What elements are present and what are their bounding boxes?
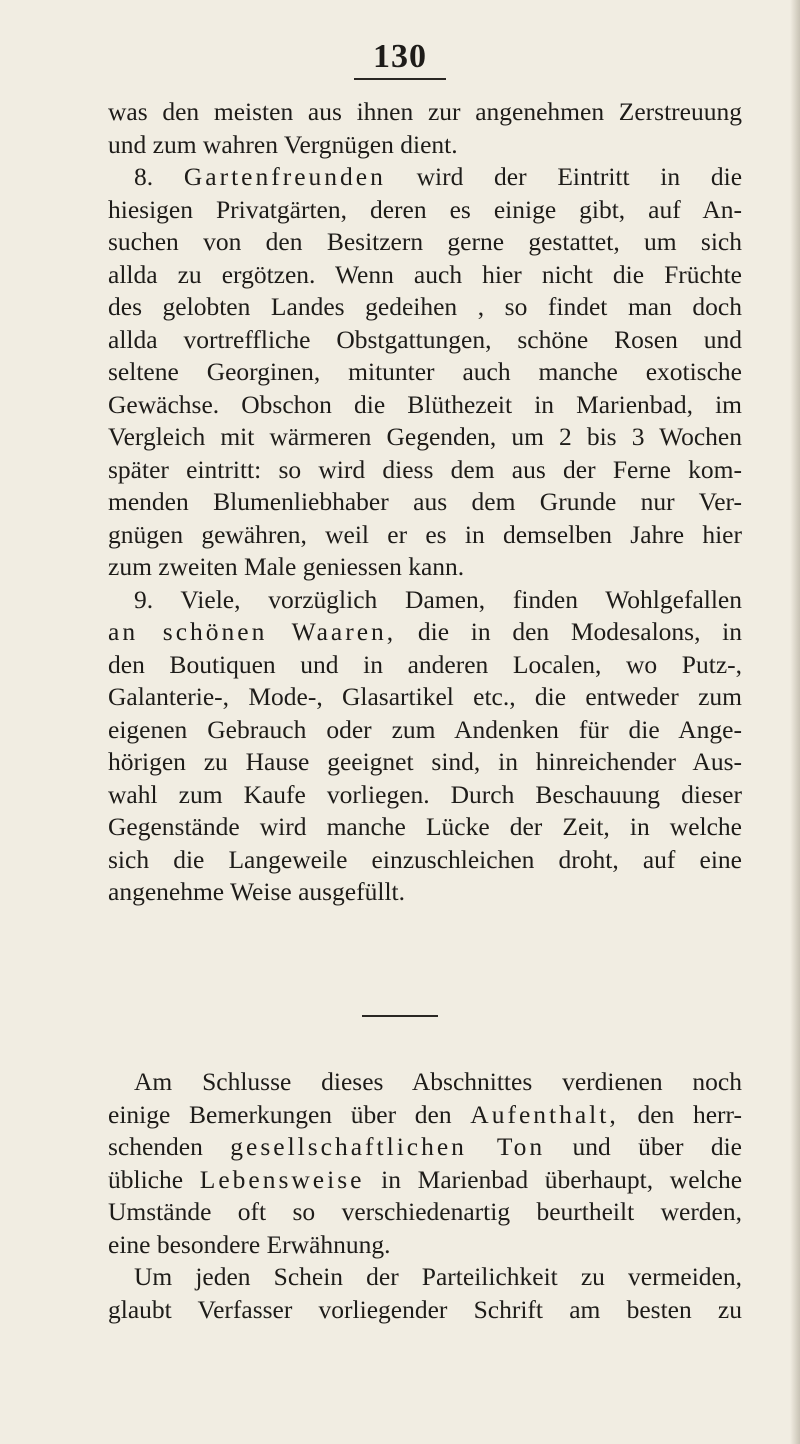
emphasized-term: Lebensweise	[199, 1164, 365, 1194]
text-block-top	[108, 96, 742, 909]
text-line	[108, 1099, 742, 1132]
text-run: und über die	[572, 1132, 742, 1161]
text-line: Umstände oft so verschiedenartig beurtheilt werden,	[108, 1197, 742, 1226]
text-line	[108, 161, 742, 194]
text-run: wird der Eintritt in die	[416, 162, 743, 191]
text-line: den Boutiquen und in anderen Localen, wo Putz-,	[108, 649, 742, 679]
text-line: glaubt Verfasser vorliegender Schrift am besten zu	[108, 1294, 742, 1324]
text-line: später eintritt: so wird diess dem aus der Ferne kom-	[108, 454, 742, 484]
text-line: gnügen gewähren, weil er es in demselben Jahre hier	[108, 519, 742, 549]
text-run: den herr-	[637, 1099, 742, 1129]
page-number: 130	[373, 38, 427, 75]
emphasized-term: an schönen Waaren,	[108, 617, 397, 646]
page-edge-shadow	[790, 0, 800, 1444]
emphasized-term: Aufenthalt,	[470, 1099, 619, 1129]
section-divider	[362, 1015, 438, 1017]
text-line: wahl zum Kaufe vorliegen. Durch Beschauung dieser	[108, 779, 742, 809]
text-line: Galanterie-, Mode-, Glasartikel etc., die entweder zum	[108, 682, 742, 711]
text-run: schenden	[108, 1132, 203, 1161]
page-number-underline	[354, 78, 446, 80]
text-line: Um jeden Schein der Parteilichkeit zu vermeiden,	[134, 1262, 742, 1291]
text-line: was den meisten aus ihnen zur angenehmen Zerstreuung	[108, 97, 742, 126]
text-line: hörigen zu Hause geeignet sind, in hinreichender Aus-	[108, 747, 742, 776]
text-line: eine besondere Erwähnung.	[108, 1229, 391, 1259]
text-line: des gelobten Landes gedeihen , so findet man doch	[108, 292, 742, 321]
text-line: suchen von den Besitzern gerne gestattet, um sich	[108, 227, 742, 256]
text-block-bottom	[108, 1066, 742, 1326]
text-line: allda vortreffliche Obstgattungen, schöne Rosen und	[108, 324, 742, 354]
text-line: Vergleich mit wärmeren Gegenden, um 2 bis 3 Wochen	[108, 422, 742, 451]
emphasized-term: gesellschaftlichen Ton	[230, 1132, 546, 1161]
text-line: Gegenstände wird manche Lücke der Zeit, in welche	[108, 812, 742, 841]
text-line	[108, 1131, 742, 1164]
emphasized-term: Gartenfreunden	[183, 162, 386, 191]
item-number: 8.	[134, 162, 154, 191]
text-run: in Marienbad überhaupt, welche	[381, 1164, 743, 1194]
text-line: 9. Viele, vorzüglich Damen, finden Wohlgefallen	[134, 584, 742, 614]
text-run: einige Bemerkungen über den	[108, 1099, 452, 1129]
text-line: zum zweiten Male geniessen kann.	[108, 552, 465, 581]
text-line: Gewächse. Obschon die Blüthezeit in Marienbad, im	[108, 389, 742, 419]
text-run: die in den Modesalons, in	[417, 617, 743, 646]
text-line: Am Schlusse dieses Abschnittes verdienen noch	[134, 1067, 742, 1096]
text-line: allda zu ergötzen. Wenn auch hier nicht die Früchte	[108, 259, 742, 289]
text-line: menden Blumenliebhaber aus dem Grunde nur Ver-	[108, 487, 742, 516]
text-run: übliche	[108, 1164, 184, 1194]
text-line: seltene Georginen, mitunter auch manche exotische	[108, 357, 742, 386]
text-line: angenehme Weise ausgefüllt.	[108, 877, 405, 906]
text-line: und zum wahren Vergnügen dient.	[108, 129, 458, 159]
text-line: hiesigen Privatgärten, deren es einige gibt, auf An-	[108, 194, 742, 224]
text-line	[108, 1164, 742, 1197]
text-line: eigenen Gebrauch oder zum Andenken für die Ange-	[108, 714, 742, 744]
text-line	[108, 616, 742, 649]
text-line: sich die Langeweile einzuschleichen droht, auf eine	[108, 844, 742, 874]
